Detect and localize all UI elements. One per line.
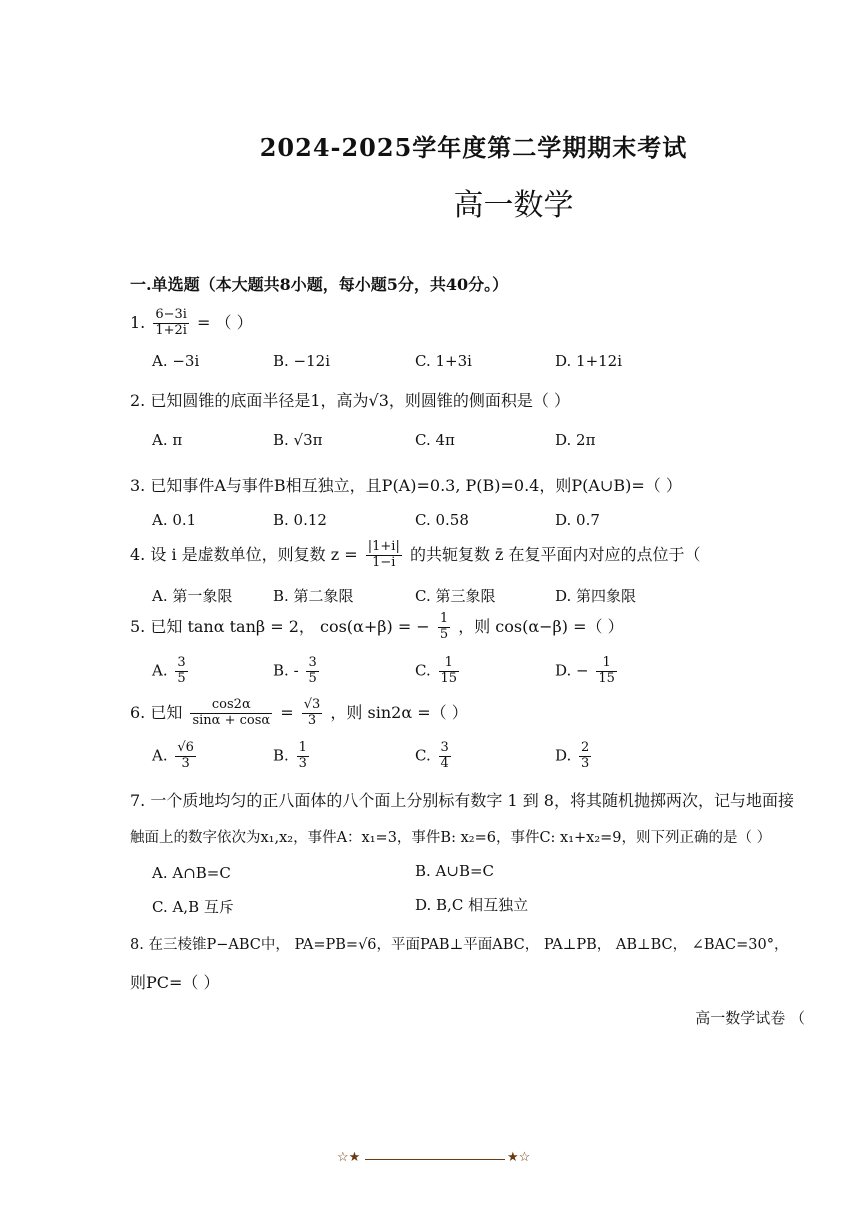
option-d bbox=[555, 656, 620, 687]
option-d: D. 第四象限 bbox=[555, 587, 637, 605]
question-text-b: ，则 cos(α−β) =（ ） bbox=[458, 616, 624, 636]
fraction bbox=[439, 656, 460, 687]
question-number: 2. bbox=[130, 391, 146, 410]
option-label: C. bbox=[415, 661, 431, 680]
fraction-denominator: 1+2i bbox=[155, 322, 187, 338]
subject-title: 高一数学 bbox=[453, 188, 574, 223]
fraction bbox=[596, 656, 617, 687]
fraction bbox=[438, 612, 450, 643]
fraction-numerator: cos2α bbox=[190, 698, 272, 714]
option-label: B. bbox=[273, 661, 289, 680]
fraction-numerator: √3 bbox=[303, 697, 321, 712]
fraction-denominator: 3 bbox=[298, 755, 307, 771]
fraction-numerator: √6 bbox=[177, 740, 194, 755]
option-a bbox=[152, 656, 191, 687]
fraction bbox=[579, 741, 591, 772]
fraction-numerator: 2 bbox=[581, 740, 590, 755]
ornament-rule bbox=[365, 1159, 505, 1160]
fraction-denominator: 5 bbox=[177, 670, 186, 686]
equals-sign: = bbox=[280, 702, 294, 722]
question-text: 已知事件A与事件B相互独立，且P(A)=0.3, P(B)=0.4，则P(A∪B)=（ ） bbox=[150, 476, 682, 495]
fraction bbox=[175, 741, 196, 772]
question-5 bbox=[130, 612, 624, 643]
fraction-numerator: 3 bbox=[177, 655, 186, 670]
question-text: 已知圆锥的底面半径是1，高为√3，则圆锥的侧面积是（ ） bbox=[150, 391, 571, 410]
question-7-line-2: 触面上的数字依次为x₁,x₂，事件A：x₁=3，事件B: x₂=6，事件C: x₁+x₂=9，则下列正确的是（ ） bbox=[130, 830, 772, 846]
fraction bbox=[190, 698, 272, 729]
fraction-denominator: sinα + cosα bbox=[192, 712, 271, 728]
option-c: C. A,B 互斥 bbox=[152, 898, 234, 916]
fraction-denominator: 4 bbox=[440, 755, 449, 771]
option-d bbox=[555, 741, 594, 772]
question-7-line-1 bbox=[130, 788, 794, 811]
fraction-denominator: 5 bbox=[439, 626, 449, 642]
question-text-b: 的共轭复数 z̄ 在复平面内对应的点位于（ bbox=[409, 544, 701, 564]
option-d: D. B,C 相互独立 bbox=[415, 896, 529, 914]
question-1 bbox=[130, 308, 253, 339]
option-a: A. 第一象限 bbox=[152, 587, 233, 605]
fraction-denominator: 3 bbox=[581, 755, 590, 771]
fraction bbox=[153, 308, 189, 339]
fraction bbox=[297, 741, 309, 772]
question-text-a: 设 i 是虚数单位，则复数 z = bbox=[150, 544, 358, 564]
fraction-denominator: 1−i bbox=[372, 554, 396, 570]
option-label: A. bbox=[152, 661, 168, 680]
question-8-line-1 bbox=[130, 933, 788, 954]
fraction-numerator: 6−3i bbox=[155, 307, 187, 322]
fraction-denominator: 15 bbox=[598, 670, 615, 686]
option-b: B. √3π bbox=[273, 431, 323, 449]
star-icon: ☆★ bbox=[337, 1150, 361, 1165]
option-a: A. π bbox=[152, 431, 183, 449]
option-label: B. bbox=[273, 746, 289, 765]
option-a: A. A∩B=C bbox=[152, 864, 231, 882]
option-label: D. bbox=[555, 661, 572, 680]
option-c bbox=[415, 741, 454, 772]
option-a: A. 0.1 bbox=[152, 511, 197, 529]
question-2 bbox=[130, 388, 570, 411]
question-number: 8. bbox=[130, 937, 144, 953]
option-b: B. A∪B=C bbox=[415, 862, 495, 880]
option-sign: − bbox=[576, 661, 589, 680]
question-text-a: 已知 bbox=[150, 702, 183, 722]
option-c: C. 第三象限 bbox=[415, 587, 496, 605]
question-number: 1. bbox=[130, 312, 146, 332]
option-c: C. 0.58 bbox=[415, 511, 469, 529]
fraction bbox=[439, 741, 451, 772]
option-c: C. 1+3i bbox=[415, 352, 472, 370]
fraction-denominator: 15 bbox=[440, 670, 458, 686]
page-footer-label: 高一数学试卷 （ bbox=[695, 1009, 805, 1027]
option-label: C. bbox=[415, 746, 431, 765]
fraction-numerator: 3 bbox=[308, 655, 317, 670]
fraction bbox=[306, 656, 318, 687]
fraction bbox=[175, 656, 187, 687]
option-b bbox=[273, 741, 312, 772]
exam-title: 2024-2025学年度第二学期期末考试 bbox=[259, 133, 688, 162]
fraction-numerator: 1 bbox=[439, 611, 449, 626]
option-b: B. −12i bbox=[273, 352, 331, 370]
fraction-numerator: 1 bbox=[298, 740, 307, 755]
fraction-numerator: |1+i| bbox=[367, 539, 400, 554]
option-b: B. 0.12 bbox=[273, 511, 327, 529]
option-d: D. 2π bbox=[555, 431, 596, 449]
fraction-denominator: 3 bbox=[181, 755, 190, 771]
footer-ornament bbox=[337, 1150, 533, 1170]
fraction-denominator: 5 bbox=[308, 670, 317, 686]
question-text-b: ，则 sin2α =（ ） bbox=[330, 702, 468, 722]
option-c bbox=[415, 656, 462, 687]
option-a: A. −3i bbox=[152, 352, 200, 370]
question-text-a: 已知 tanα tanβ = 2， cos(α+β) = − bbox=[150, 616, 430, 636]
question-number: 4. bbox=[130, 544, 146, 564]
star-icon: ★☆ bbox=[507, 1150, 531, 1165]
option-d: D. 1+12i bbox=[555, 352, 623, 370]
option-label: A. bbox=[152, 746, 168, 765]
question-number: 3. bbox=[130, 476, 146, 495]
option-c: C. 4π bbox=[415, 431, 455, 449]
fraction-numerator: 1 bbox=[596, 656, 617, 672]
question-4 bbox=[130, 540, 701, 571]
fraction-denominator: 3 bbox=[307, 712, 317, 728]
question-tail: = （ ） bbox=[197, 312, 253, 332]
section-heading: 一.单选题（本大题共8小题，每小题5分，共40分。） bbox=[130, 275, 509, 294]
option-b bbox=[273, 656, 322, 687]
fraction-numerator: 3 bbox=[440, 740, 449, 755]
question-6 bbox=[130, 698, 468, 729]
option-sign: - bbox=[293, 661, 299, 680]
question-number: 6. bbox=[130, 702, 146, 722]
fraction-numerator: 1 bbox=[439, 656, 460, 672]
fraction bbox=[302, 698, 323, 729]
question-3 bbox=[130, 473, 682, 496]
fraction bbox=[366, 540, 402, 571]
question-text: 在三棱锥P−ABC中， PA=PB=√6，平面PAB⊥平面ABC， PA⊥PB， AB⊥BC， ∠BAC=30°， bbox=[148, 937, 789, 953]
option-a bbox=[152, 741, 199, 772]
option-b: B. 第二象限 bbox=[273, 587, 354, 605]
question-number: 5. bbox=[130, 616, 146, 636]
option-d: D. 0.7 bbox=[555, 511, 600, 529]
question-text: 一个质地均匀的正八面体的八个面上分别标有数字 1 到 8，将其随机抛掷两次，记与地面接 bbox=[150, 791, 794, 810]
question-8-line-2: 则PC=（ ） bbox=[130, 973, 220, 992]
question-number: 7. bbox=[130, 791, 146, 810]
option-label: D. bbox=[555, 746, 572, 765]
